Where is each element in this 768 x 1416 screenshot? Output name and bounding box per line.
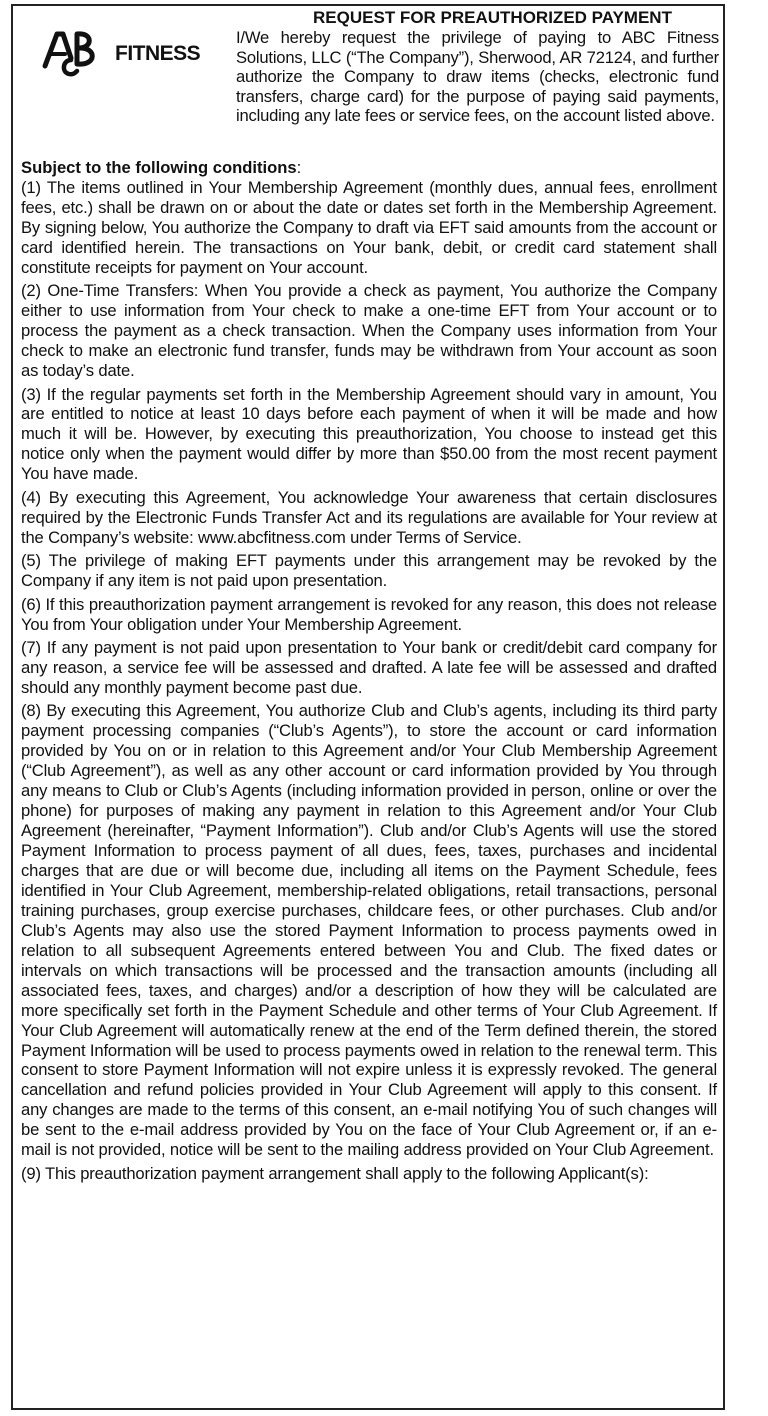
condition-6: (6) If this preauthorization payment arrangement is revoked for any reason, this does not release You from Your obligation under Your Membership Agreement.: [21, 594, 717, 634]
condition-8: (8) By executing this Agreement, You authorize Club and Club’s agents, including its third party payment processing companies (“Club’s Agents”), to store the account or card information provided by You on or in relation to this Agreement and/or Your Club Membership Agreement (“Club Agreement”), as well as any other account or card information provided by You through any means to Club or Club’s Agents (including information provided in person, online or over the phone) for purposes of making any payment in relation to this Agreement and/or Your Club Agreement (hereinafter, “Payment Information”). Club and/or Club’s Agents will use the stored Payment Information to process payment of all dues, fees, taxes, purchases and incidental charges that are due or will become due, including all items on the Payment Schedule, fees identified in Your Club Agreement, membership-related obligations, retail transactions, personal training purchases, group exercise purchases, childcare fees, or other purchases. Club and/or Club’s Agents may also use the stored Payment Information to process payments owed in relation to all subsequent Agreements entered between You and Club. The fixed dates or intervals on which transactions will be processed and the transaction amounts (including all associated fees, taxes, and charges) and/or a description of how they will be calculated are more specifically set forth in the Payment Schedule and other terms of Your Club Agreement. If Your Club Agreement will automatically renew at the end of the Term defined therein, the stored Payment Information will be used to process payments owed in relation to the renewal term. This consent to store Payment Information will not expire unless it is expressly revoked. The general cancellation and refund policies provided in Your Club Agreement will apply to this consent. If any changes are made to the terms of this consent, an e-mail notifying You of such changes will be sent to the e-mail address provided by You on the face of Your Club Agreement or, if an e-mail is not provided, notice will be sent to the mailing address provided on Your Club Agreement.: [21, 701, 717, 1160]
conditions-heading-label: Subject to the following conditions: [21, 158, 297, 177]
conditions-list: [21, 178, 717, 1187]
condition-3: (3) If the regular payments set forth in the Membership Agreement should vary in amount, You are entitled to notice at least 10 days before each payment of when it will be made and how much it will be. However, by executing this preauthorization, You choose to instead get this notice only when the payment would differ by more than $50.00 from the most recent payment You have made.: [21, 384, 717, 484]
document-frame: [11, 4, 725, 1410]
conditions-heading-colon: :: [296, 158, 302, 177]
condition-4: (4) By executing this Agreement, You acknowledge Your awareness that certain disclosures required by the Electronic Funds Transfer Act and its regulations are available for Your review at the Company’s website: www.abcfitness.com under Terms of Service.: [21, 487, 717, 547]
condition-5: (5) The privilege of making EFT payments under this arrangement may be revoked by the Company if any item is not paid upon presentation.: [21, 551, 717, 591]
logo-brand-text: FITNESS: [115, 42, 201, 65]
conditions-heading: [21, 158, 301, 178]
document-title: REQUEST FOR PREAUTHORIZED PAYMENT: [313, 8, 672, 27]
condition-1: (1) The items outlined in Your Membership Agreement (monthly dues, annual fees, enrollment fees, etc.) shall be drawn on or about the date or dates set forth in the Membership Agreement. By signing below, You authorize the Company to draft via EFT said amounts from the account or card identified herein. The transactions on Your bank, debit, or credit card statement shall constitute receipts for payment on Your account.: [21, 178, 717, 277]
abc-logo-mark-icon: [41, 28, 113, 78]
condition-7: (7) If any payment is not paid upon presentation to Your bank or credit/debit card company for any reason, a service fee will be assessed and drafted. A late fee will be assessed and drafted should any monthly payment become past due.: [21, 637, 717, 697]
header: [13, 6, 723, 158]
condition-9: (9) This preauthorization payment arrangement shall apply to the following Applicant(s):: [21, 1163, 649, 1183]
intro-paragraph: I/We hereby request the privilege of paying to ABC Fitness Solutions, LLC (“The Company”), Sherwood, AR 72124, and further authorize the Company to draw items (checks, electronic fund transfers, charge card) for the purpose of paying said payments, including any late fees or service fees, on the account listed above.: [236, 28, 719, 126]
condition-2: (2) One-Time Transfers: When You provide a check as payment, You authorize the Company either to use information from Your check to make a one-time EFT from Your account or to process the payment as a check transaction. When the Company uses information from Your check to make an electronic fund transfer, funds may be withdrawn from Your account as soon as today’s date.: [21, 281, 717, 381]
header-text-block: [236, 8, 719, 126]
abc-fitness-logo: [41, 28, 221, 78]
